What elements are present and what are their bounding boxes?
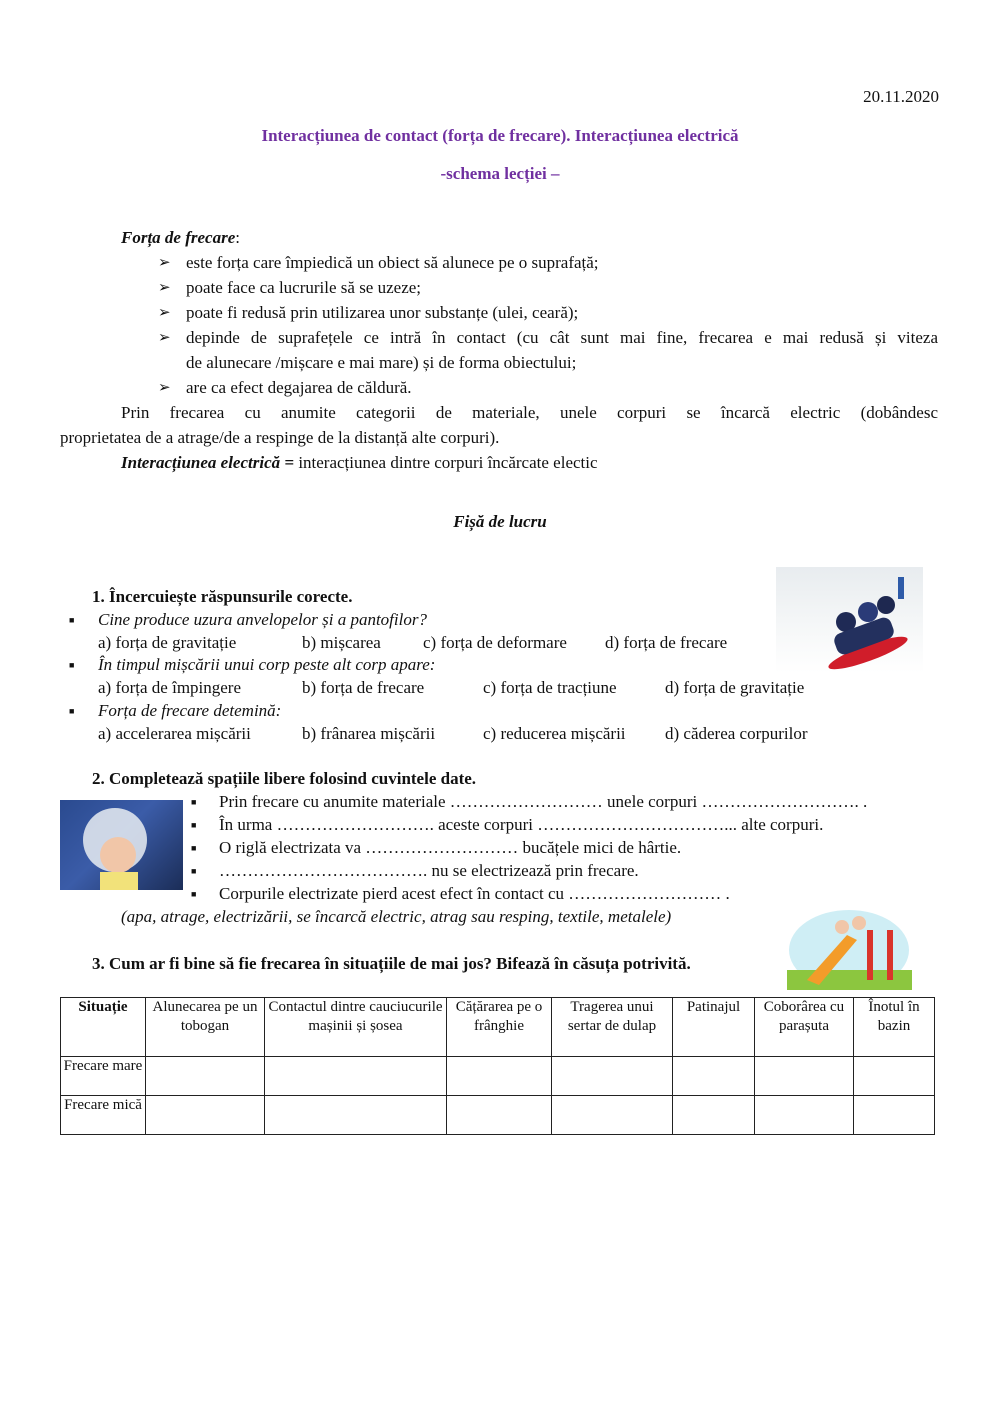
friction-bullet: poate fi redusă prin utilizarea unor substanțe (ulei, ceară); bbox=[186, 303, 579, 322]
answer-option[interactable]: b) mișcarea bbox=[302, 633, 381, 652]
question: Cine produce uzura anvelopelor și a pantofilor? bbox=[98, 610, 427, 629]
worksheet-title: Fișă de lucru bbox=[453, 512, 547, 531]
paragraph-line: proprietatea de a atrage/de a respinge de la distanță alte corpuri). bbox=[60, 428, 500, 447]
friction-situations-table bbox=[60, 997, 935, 1135]
page-title: Interacțiunea de contact (forța de frecare). Interacțiunea electrică bbox=[261, 126, 739, 145]
arrow-bullet-icon: ➢ bbox=[158, 330, 171, 346]
exercise-3-title: 3. Cum ar fi bine să fie frecarea în situațiile de mai jos? Bifează în căsuța potrivită. bbox=[92, 954, 691, 973]
header-cell: Alunecarea pe un tobogan bbox=[146, 998, 265, 1057]
header-cell: Situație bbox=[61, 998, 146, 1057]
square-bullet-icon: ■ bbox=[191, 797, 197, 807]
friction-heading: Forța de frecare: bbox=[121, 228, 240, 247]
checkbox-cell[interactable] bbox=[755, 1057, 854, 1096]
header-cell: Contactul dintre cauciucurile mașinii și șosea bbox=[265, 998, 447, 1057]
answer-option[interactable]: c) reducerea mișcării bbox=[483, 724, 626, 743]
checkbox-cell[interactable] bbox=[673, 1096, 755, 1135]
arrow-bullet-icon: ➢ bbox=[158, 255, 171, 271]
checkbox-cell[interactable] bbox=[447, 1057, 552, 1096]
question: În timpul mișcării unui corp peste alt corp apare: bbox=[98, 655, 436, 674]
checkbox-cell[interactable] bbox=[755, 1096, 854, 1135]
friction-bullet: depinde de suprafețele ce intră în contact (cu cât sunt mai fine, frecarea e mai redusă și viteza bbox=[186, 328, 938, 347]
answer-option[interactable]: a) forța de împingere bbox=[98, 678, 242, 697]
friction-bullet-continued: de alunecare /mișcare e mai mare) și de forma obiectului; bbox=[186, 353, 577, 372]
square-bullet-icon: ■ bbox=[191, 889, 197, 899]
page-subtitle: -schema lecției – bbox=[440, 164, 560, 183]
arrow-bullet-icon: ➢ bbox=[158, 380, 171, 396]
header-cell: Coborârea cu parașuta bbox=[755, 998, 854, 1057]
header-cell: Înotul în bazin bbox=[854, 998, 935, 1057]
question: Forța de frecare detemină: bbox=[98, 701, 282, 720]
checkbox-cell[interactable] bbox=[673, 1057, 755, 1096]
answer-option[interactable]: a) forța de gravitație bbox=[98, 633, 237, 652]
static-hair-child-photo bbox=[60, 800, 183, 890]
fill-in-item[interactable]: ………………………………. nu se electrizează prin frecare. bbox=[219, 861, 639, 880]
checkbox-cell[interactable] bbox=[552, 1057, 673, 1096]
checkbox-cell[interactable] bbox=[854, 1096, 935, 1135]
square-bullet-icon: ■ bbox=[69, 660, 75, 670]
fill-in-item[interactable]: O riglă electrizata va ……………………… bucățele mici de hârtie. bbox=[219, 838, 682, 857]
friction-bullet: are ca efect degajarea de căldură. bbox=[186, 378, 412, 397]
header-cell: Patinajul bbox=[673, 998, 755, 1057]
checkbox-cell[interactable] bbox=[146, 1096, 265, 1135]
fill-in-item[interactable]: Corpurile electrizate pierd acest efect în contact cu ……………………… . bbox=[219, 884, 730, 903]
fill-in-item[interactable]: În urma ………………………. aceste corpuri ……………………………... alte corpuri. bbox=[219, 815, 824, 834]
answer-option[interactable]: a) accelerarea mișcării bbox=[98, 724, 251, 743]
answer-option[interactable]: b) forța de frecare bbox=[302, 678, 425, 697]
date: 20.11.2020 bbox=[863, 87, 939, 106]
answer-option[interactable]: d) căderea corpurilor bbox=[665, 724, 808, 743]
playground-slide-illustration bbox=[787, 905, 912, 990]
answer-option[interactable]: c) forța de tracțiune bbox=[483, 678, 617, 697]
definition: Interacțiunea electrică = interacțiunea dintre corpuri încărcate electic bbox=[121, 453, 598, 472]
paragraph-line: Prin frecarea cu anumite categorii de materiale, unele corpuri se încarcă electric (dobândesc bbox=[121, 403, 938, 422]
square-bullet-icon: ■ bbox=[191, 820, 197, 830]
square-bullet-icon: ■ bbox=[191, 866, 197, 876]
square-bullet-icon: ■ bbox=[191, 843, 197, 853]
friction-bullet: poate face ca lucrurile să se uzeze; bbox=[186, 278, 422, 297]
answer-option[interactable]: b) frânarea mișcării bbox=[302, 724, 436, 743]
square-bullet-icon: ■ bbox=[69, 615, 75, 625]
table-header-row bbox=[61, 998, 935, 1057]
header-cell: Cățărarea pe o frânghie bbox=[447, 998, 552, 1057]
table-row bbox=[61, 1057, 935, 1096]
friction-bullet: este forța care împiedică un obiect să alunece pe o suprafață; bbox=[186, 253, 599, 272]
square-bullet-icon: ■ bbox=[69, 706, 75, 716]
table-row bbox=[61, 1096, 935, 1135]
exercise-1-title: 1. Încercuiește răspunsurile corecte. bbox=[92, 587, 353, 606]
arrow-bullet-icon: ➢ bbox=[158, 305, 171, 321]
word-bank: (apa, atrage, electrizării, se încarcă electric, atrag sau resping, textile, metalele) bbox=[121, 907, 672, 926]
header-cell: Tragerea unui sertar de dulap bbox=[552, 998, 673, 1057]
checkbox-cell[interactable] bbox=[854, 1057, 935, 1096]
answer-option[interactable]: d) forța de frecare bbox=[605, 633, 728, 652]
answer-option[interactable]: d) forța de gravitație bbox=[665, 678, 805, 697]
fill-in-item[interactable]: Prin frecare cu anumite materiale ……………………… unele corpuri ………………………. . bbox=[219, 792, 868, 811]
checkbox-cell[interactable] bbox=[265, 1096, 447, 1135]
checkbox-cell[interactable] bbox=[146, 1057, 265, 1096]
checkbox-cell[interactable] bbox=[552, 1096, 673, 1135]
arrow-bullet-icon: ➢ bbox=[158, 280, 171, 296]
exercise-2-title: 2. Completează spațiile libere folosind cuvintele date. bbox=[92, 769, 477, 788]
checkbox-cell[interactable] bbox=[265, 1057, 447, 1096]
answer-option[interactable]: c) forța de deformare bbox=[423, 633, 567, 652]
sled-photo bbox=[776, 567, 923, 673]
row-label: Frecare mare bbox=[61, 1057, 146, 1096]
checkbox-cell[interactable] bbox=[447, 1096, 552, 1135]
row-label: Frecare mică bbox=[61, 1096, 146, 1135]
